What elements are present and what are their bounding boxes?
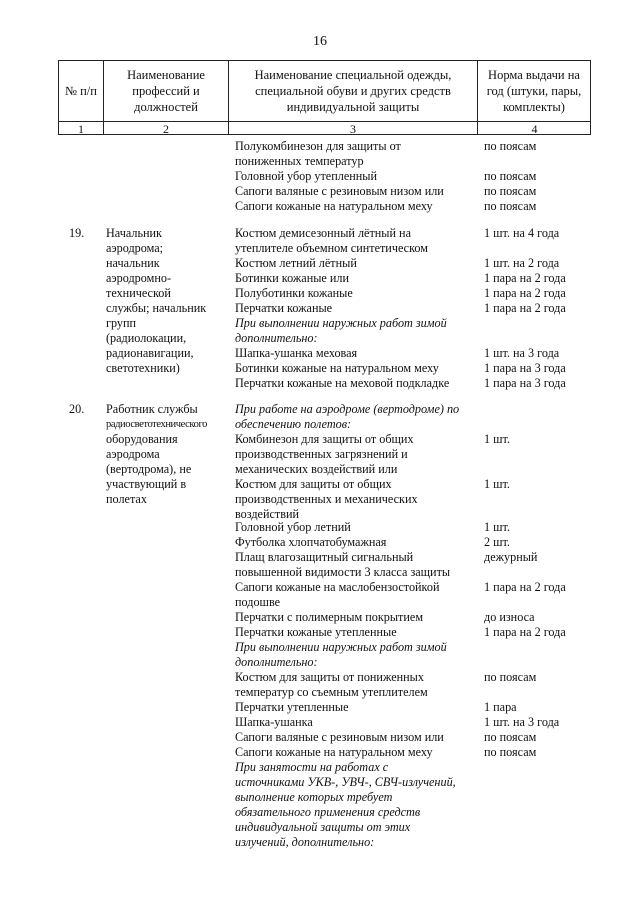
norm-text: 1 шт. (484, 432, 510, 446)
item-text: подошве (235, 595, 281, 609)
profession-text: аэродрома; (106, 241, 164, 255)
item-note: При выполнении наружных работ зимой (235, 640, 447, 654)
item-text: Сапоги валяные с резиновым низом или (235, 730, 444, 744)
item-note: выполнение которых требует (235, 790, 393, 804)
norm-text: 1 шт. (484, 520, 510, 534)
item-text: Перчатки кожаные на меховой подкладке (235, 376, 450, 390)
column-number-2: 2 (163, 122, 169, 136)
norm-text: 1 пара на 2 года (484, 286, 566, 300)
norm-text: по поясам (484, 670, 537, 684)
item-text: Костюм летний лётный (235, 256, 357, 270)
item-text: Костюм демисезонный лётный на (235, 226, 411, 240)
item-text: Плащ влагозащитный сигнальный (235, 550, 414, 564)
profession-text: групп (106, 316, 137, 330)
item-text: механических воздействий или (235, 462, 398, 476)
item-text: воздействий (235, 507, 300, 521)
item-text: Перчатки с полимерным покрытием (235, 610, 424, 624)
item-text: Костюм для защиты от пониженных (235, 670, 424, 684)
row-number: 19. (69, 226, 85, 240)
item-note: излучений, дополнительно: (235, 835, 375, 849)
item-note: обеспечению полетов: (235, 417, 352, 431)
norm-text: 1 пара на 3 года (484, 361, 566, 375)
item-text: повышенной видимости 3 класса защиты (235, 565, 451, 579)
item-note: дополнительно: (235, 331, 318, 345)
item-text: Костюм для защиты от общих (235, 477, 392, 491)
norm-text: дежурный (484, 550, 538, 564)
item-text: Перчатки кожаные (235, 301, 333, 315)
profession-text: (радиолокации, (106, 331, 187, 345)
header-col-number: № п/п (65, 84, 97, 98)
header-col-profession: Наименование профессий и должностей (127, 68, 205, 114)
profession-text: участвующий в (106, 477, 187, 491)
item-text: пониженных температур (235, 154, 364, 168)
item-text: Головной убор утепленный (235, 169, 377, 183)
profession-text: светотехники) (106, 361, 180, 375)
norm-text: 1 шт. на 3 года (484, 346, 560, 360)
item-text: Полукомбинезон для защиты от (235, 139, 401, 153)
item-text: Полуботинки кожаные (235, 286, 353, 300)
column-number-1: 1 (78, 122, 84, 136)
item-text: производственных загрязнений и (235, 447, 408, 461)
norm-text: 1 пара на 2 года (484, 271, 566, 285)
norm-text: по поясам (484, 730, 537, 744)
profession-text: технической (106, 286, 171, 300)
profession-text: (вертодрома), не (106, 462, 192, 476)
item-text: Футболка хлопчатобумажная (235, 535, 387, 549)
item-text: Сапоги кожаные на натуральном меху (235, 199, 433, 213)
norm-text: 1 пара на 3 года (484, 376, 566, 390)
item-note: обязательного применения средств (235, 805, 421, 819)
item-text: Шапка-ушанка (235, 715, 313, 729)
item-text: Сапоги валяные с резиновым низом или (235, 184, 444, 198)
norm-text: 1 пара на 2 года (484, 580, 566, 594)
norm-text: 1 шт. (484, 477, 510, 491)
profession-text: оборудования (106, 432, 178, 446)
profession-text: начальник (106, 256, 160, 270)
norm-text: по поясам (484, 184, 537, 198)
item-note: При занятости на работах с (235, 760, 389, 774)
item-note: индивидуальной защиты от этих (235, 820, 411, 834)
item-text: производственных и механических (235, 492, 418, 506)
item-text: Сапоги кожаные на натуральном меху (235, 745, 433, 759)
header-col-equipment: Наименование специальной одежды, специальной обуви и других средств индивидуальной защиты (254, 68, 452, 114)
item-text: Перчатки кожаные утепленные (235, 625, 397, 639)
norm-text: по поясам (484, 139, 537, 153)
item-text: температур со съемным утеплителем (235, 685, 428, 699)
profession-text: службы; начальник (106, 301, 207, 315)
item-text: Головной убор летний (235, 520, 351, 534)
item-note: дополнительно: (235, 655, 318, 669)
item-note: При выполнении наружных работ зимой (235, 316, 447, 330)
item-text: Ботинки кожаные или (235, 271, 350, 285)
header-col-norm: Норма выдачи на год (штуки, пары, комплекты) (486, 68, 582, 114)
norm-text: по поясам (484, 199, 537, 213)
norm-text: 1 пара (484, 700, 517, 714)
norm-text: по поясам (484, 169, 537, 183)
norm-text: 1 шт. на 2 года (484, 256, 560, 270)
norm-text: 1 пара на 2 года (484, 301, 566, 315)
item-note: источниками УКВ-, УВЧ-, СВЧ-излучений, (235, 775, 456, 789)
norm-text: по поясам (484, 745, 537, 759)
profession-text: радионавигации, (106, 346, 194, 360)
column-number-3: 3 (350, 122, 356, 136)
profession-text: полетах (106, 492, 147, 506)
row-number: 20. (69, 402, 85, 416)
profession-text: аэродромно- (106, 271, 172, 285)
norm-text: 1 пара на 2 года (484, 625, 566, 639)
profession-text: аэродрома (106, 447, 160, 461)
norm-text: 2 шт. (484, 535, 510, 549)
profession-text: Начальник (106, 226, 162, 240)
item-note: При работе на аэродроме (вертодроме) по (235, 402, 460, 416)
item-text: Сапоги кожаные на маслобензостойкой (235, 580, 440, 594)
profession-text: радиосветотехнического (106, 419, 207, 430)
item-text: Комбинезон для защиты от общих (235, 432, 414, 446)
norm-text: 1 шт. на 3 года (484, 715, 560, 729)
item-text: Перчатки утепленные (235, 700, 349, 714)
norm-text: 1 шт. на 4 года (484, 226, 560, 240)
column-number-4: 4 (531, 122, 538, 136)
page-number: 16 (313, 34, 327, 49)
item-text: Шапка-ушанка меховая (235, 346, 358, 360)
item-text: утеплителе объемном синтетическом (235, 241, 428, 255)
norm-text: до износа (484, 610, 535, 624)
item-text: Ботинки кожаные на натуральном меху (235, 361, 439, 375)
profession-text: Работник службы (106, 402, 198, 416)
